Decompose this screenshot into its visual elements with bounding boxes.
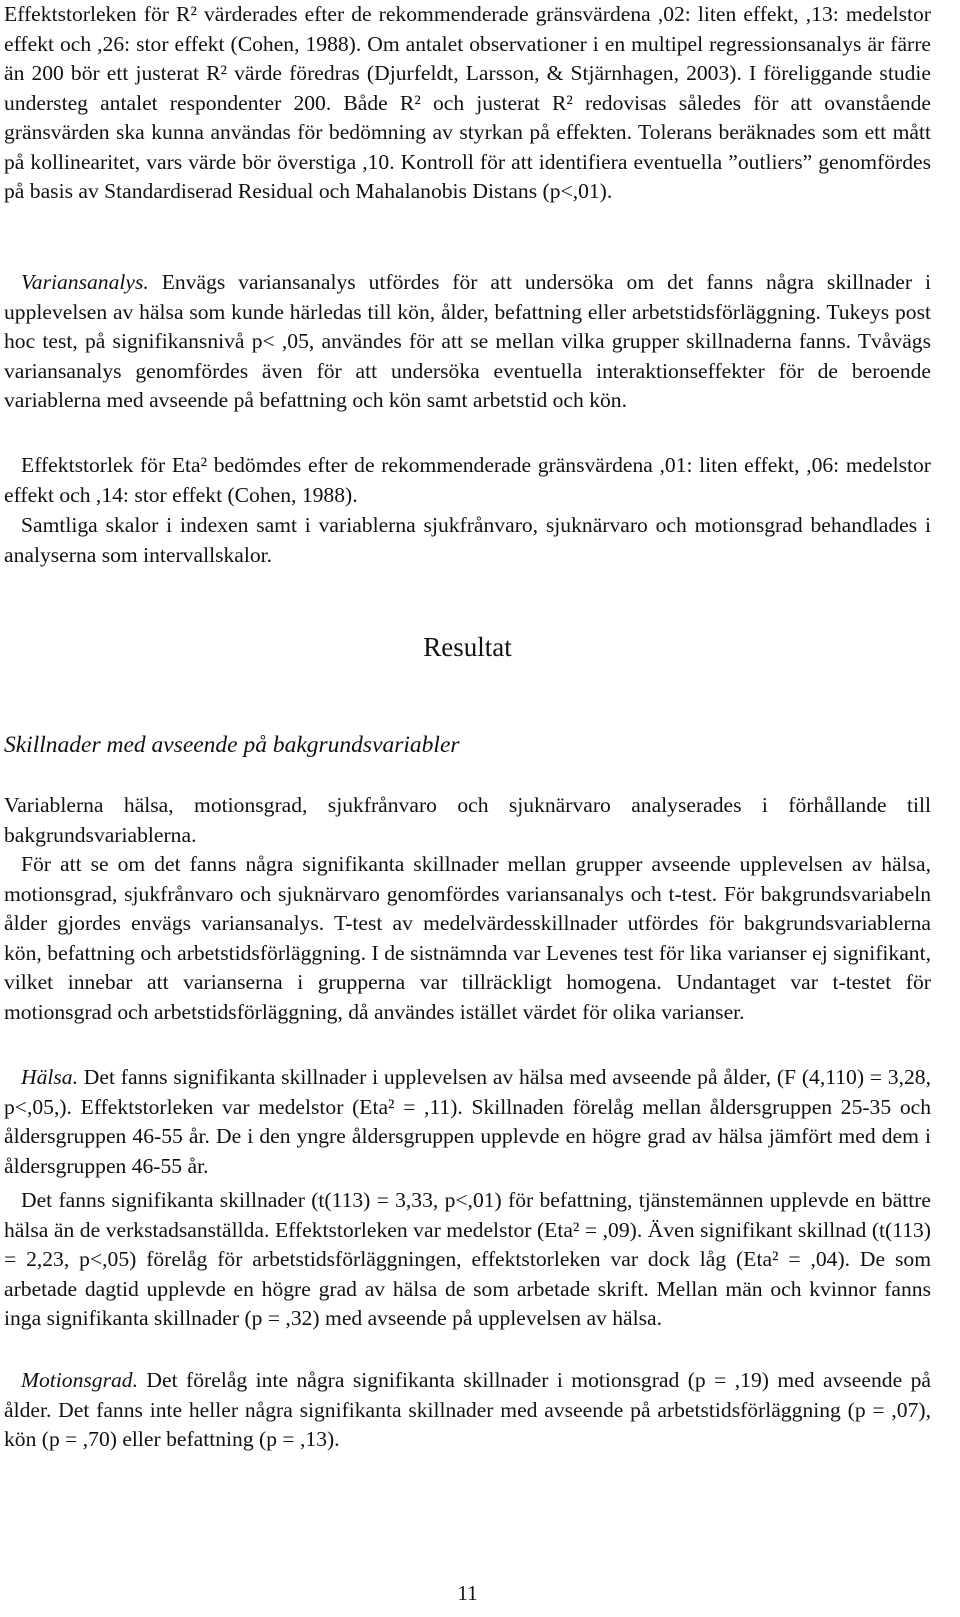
- paragraph-lead-variansanalys: Variansanalys.: [21, 270, 149, 294]
- results-paragraph-text: För att se om det fanns några signifikanta skillnader mellan grupper avseende upplevelsen av hälsa, motionsgrad, sjukfrånvaro och sjuknärvaro genomfördes variansanalys och t-test. För bakgrundsvariabeln ålder gjordes envägs variansanalys. T-test av medelvärdesskillnader utfördes för bakgrundsvariablerna kön, befattning och arbetstidsförläggning. I de sistnämnda var Levenes test för lika varianser ej signifikant, vilket innebar att varianserna i grupperna var tillräckligt homogena. Undantaget var t-testet för motionsgrad och arbetstidsförläggning, då användes istället värdet för olika varianser.: [4, 852, 931, 1024]
- results-paragraph-tests: [4, 850, 931, 1027]
- intro-paragraph-effect-size-r2: [4, 0, 931, 207]
- results-paragraph-text: Det fanns signifikanta skillnader i upplevelsen av hälsa med avseende på ålder, (F (4,110) = 3,28, p<,05,). Effektstorleken var medelstor (Eta² = ,11). Skillnaden förelåg mellan åldersgruppen 25-35 och åldersgruppen 46-55 år. De i den yngre åldersgruppen upplevde en högre grad av hälsa jämfört med dem i åldersgruppen 46-55 år.: [4, 1065, 931, 1178]
- section-title: Resultat: [423, 632, 512, 662]
- intro-paragraph-text: Samtliga skalor i indexen samt i variablerna sjukfrånvaro, sjuknärvaro och motionsgrad behandlades i analyserna som intervallskalor.: [4, 513, 931, 567]
- results-paragraph-text: Det fanns signifikanta skillnader (t(113) = 3,33, p<,01) för befattning, tjänstemännen upplevde en bättre hälsa än de verkstadsanställda. Effektstorleken var medelstor (Eta² = ,09). Även signifikant skillnad (t(113) = 2,23, p<,05) förelåg för arbetstidsförläggningen, effektstorleken var dock låg (Eta² = ,04). De som arbetade dagtid upplevde en högre grad av hälsa de som arbetade skrift. Mellan män och kvinnor fanns inga signifikanta skillnader (p = ,32) med avseende på upplevelsen av hälsa.: [4, 1188, 931, 1330]
- intro-paragraph-text: Effektstorleken för R² värderades efter de rekommenderade gränsvärdena ,02: liten effekt, ,13: medelstor effekt och ,26: stor effekt (Cohen, 1988). Om antalet observationer i en multipel regressionsanalys är färre än 200 bör ett justerat R² värde föredras (Djurfeldt, Larsson, & Stjärnhagen, 2003). I föreliggande studie understeg antalet respondenter 200. Både R² och justerat R² redovisas således för att ovanstående gränsvärden ska kunna användas för bedömning av styrkan på effekten. Tolerans beräknades som ett mått på kollinearitet, vars värde bör överstiga ,10. Kontroll för att identifiera eventuella ”outliers” genomfördes på basis av Standardiserad Residual och Mahalanobis Distans (p<,01).: [4, 2, 931, 203]
- document-page: [4, 0, 931, 1617]
- results-paragraph-text: Det förelåg inte några signifikanta skillnader i motionsgrad (p = ,19) med avseende på ålder. Det fanns inte heller några signifikanta skillnader med avseende på arbetstidsförläggning (p = ,07), kön (p = ,70) eller befattning (p = ,13).: [4, 1368, 931, 1451]
- intro-paragraph-text: Envägs variansanalys utfördes för att undersöka om det fanns några skillnader i upplevelsen av hälsa som kunde härledas till kön, ålder, befattning eller arbetstidsförläggning. Tukeys post hoc test, på signifikansnivå p< ,05, användes för att se mellan vilka grupper skillnaderna fanns. Tvåvägs variansanalys genomfördes även för att undersöka eventuella interaktionseffekter för de beroende variablerna med avseende på befattning och kön samt arbetstid och kön.: [4, 270, 931, 412]
- results-paragraph-text: Variablerna hälsa, motionsgrad, sjukfrånvaro och sjuknärvaro analyserades i förhållande till bakgrundsvariablerna.: [4, 793, 931, 847]
- paragraph-lead-halsa: Hälsa.: [21, 1065, 78, 1089]
- results-paragraph-befattning: [4, 1186, 931, 1334]
- results-paragraph-halsa: [4, 1063, 931, 1181]
- intro-paragraph-text: Effektstorlek för Eta² bedömdes efter de rekommenderade gränsvärdena ,01: liten effekt, ,06: medelstor effekt och ,14: stor effekt (Cohen, 1988).: [4, 453, 931, 507]
- paragraph-lead-motionsgrad: Motionsgrad.: [21, 1368, 138, 1392]
- intro-paragraph-variansanalys: [4, 268, 931, 416]
- page-number: 11: [457, 1581, 478, 1605]
- intro-paragraph-eta-effect-size: [4, 451, 931, 510]
- results-paragraph-variables: [4, 791, 931, 850]
- results-paragraph-motionsgrad: [4, 1366, 931, 1455]
- intro-paragraph-skalor: [4, 511, 931, 570]
- subsection-title: Skillnader med avseende på bakgrundsvariabler: [4, 732, 460, 758]
